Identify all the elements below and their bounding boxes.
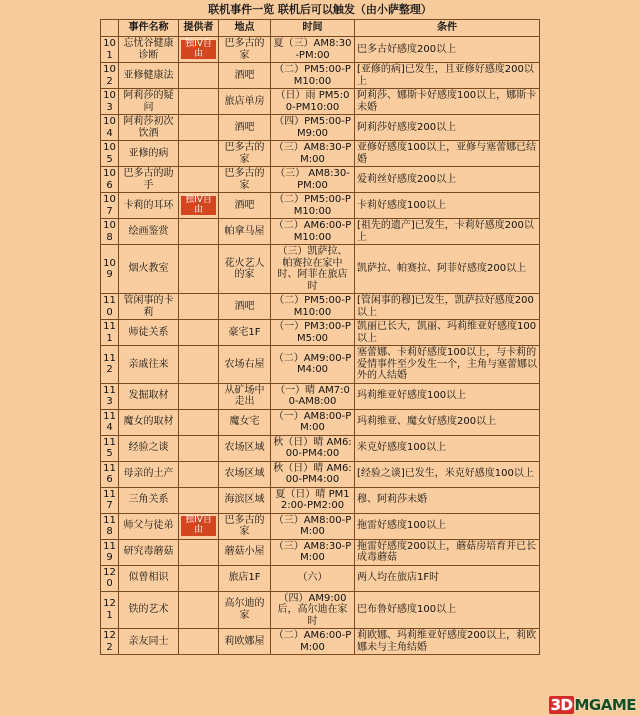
row-index: 102 xyxy=(101,63,119,89)
event-provider xyxy=(179,320,219,346)
event-place: 高尔迪的家 xyxy=(219,591,271,629)
event-place: 蘑菇小屋 xyxy=(219,539,271,565)
row-index: 116 xyxy=(101,461,119,487)
event-place: 旅店1F xyxy=(219,565,271,591)
event-condition: 两人均在旅店1F时 xyxy=(355,565,540,591)
event-time: （二）AM6:00-PM:00 xyxy=(271,629,355,655)
event-name: 似曾相识 xyxy=(119,565,179,591)
table-row xyxy=(101,513,540,539)
event-provider xyxy=(179,461,219,487)
table-row xyxy=(101,37,540,63)
event-name: 亚修健康法 xyxy=(119,63,179,89)
table-header-row xyxy=(101,20,540,37)
event-place: 豪宅1F xyxy=(219,320,271,346)
row-index: 120 xyxy=(101,565,119,591)
event-provider xyxy=(179,346,219,384)
event-condition: 凯萨拉、帕赛拉、阿菲好感度200以上 xyxy=(355,245,540,294)
row-index: 108 xyxy=(101,219,119,245)
table-row xyxy=(101,539,540,565)
event-place: 巴多古的家 xyxy=(219,167,271,193)
provider-badge: 独IV自由 xyxy=(181,40,216,60)
event-provider xyxy=(179,294,219,320)
event-time: （日）雨 PM5:00-PM10:00 xyxy=(271,89,355,115)
left-margin xyxy=(0,0,100,716)
event-condition: 巴布鲁好感度100以上 xyxy=(355,591,540,629)
event-name: 阿莉莎的疑问 xyxy=(119,89,179,115)
event-place: 农场区域 xyxy=(219,461,271,487)
event-provider xyxy=(179,37,219,63)
event-condition: 巴多古好感度200以上 xyxy=(355,37,540,63)
row-index: 119 xyxy=(101,539,119,565)
event-condition: 穆、阿莉莎未婚 xyxy=(355,487,540,513)
event-place: 农场右屋 xyxy=(219,346,271,384)
event-provider xyxy=(179,513,219,539)
event-name: 烟火教室 xyxy=(119,245,179,294)
watermark: 3D MGAME xyxy=(550,696,636,714)
table-row xyxy=(101,461,540,487)
event-place: 酒吧 xyxy=(219,63,271,89)
row-index: 115 xyxy=(101,435,119,461)
table-row xyxy=(101,167,540,193)
event-name: 绘画鉴赏 xyxy=(119,219,179,245)
event-provider xyxy=(179,383,219,409)
event-place: 莉欧娜屋 xyxy=(219,629,271,655)
header-condition: 条件 xyxy=(355,20,540,37)
header-index xyxy=(101,20,119,37)
row-index: 121 xyxy=(101,591,119,629)
event-time: （三）凯萨拉、帕赛拉在家中时、阿菲在旅店时 xyxy=(271,245,355,294)
event-provider xyxy=(179,89,219,115)
event-condition: 拖雷好感度200以上，蘑菇房培育并已长成毒蘑菇 xyxy=(355,539,540,565)
event-name: 卡莉的耳环 xyxy=(119,193,179,219)
event-time: 夏（三）AM8:30-PM:00 xyxy=(271,37,355,63)
event-name: 发掘取材 xyxy=(119,383,179,409)
event-name: 研究毒蘑菇 xyxy=(119,539,179,565)
event-time: （三）AM8:30-PM:00 xyxy=(271,539,355,565)
row-index: 104 xyxy=(101,115,119,141)
event-place: 巴多古的家 xyxy=(219,141,271,167)
row-index: 101 xyxy=(101,37,119,63)
event-condition: 塞蕾娜、卡莉好感度100以上，与卡莉的爱情事件至少发生一个，主角与塞蕾娜以外的人结婚 xyxy=(355,346,540,384)
table-row xyxy=(101,63,540,89)
table-row xyxy=(101,383,540,409)
event-name: 母亲的土产 xyxy=(119,461,179,487)
table-row xyxy=(101,346,540,384)
event-provider xyxy=(179,435,219,461)
row-index: 103 xyxy=(101,89,119,115)
event-place: 巴多古的家 xyxy=(219,513,271,539)
event-name: 管闲事的卡莉 xyxy=(119,294,179,320)
event-name: 师父与徒弟 xyxy=(119,513,179,539)
event-place: 巴多古的家 xyxy=(219,37,271,63)
provider-badge: 独IV自由 xyxy=(181,516,216,536)
table-row xyxy=(101,565,540,591)
table-row xyxy=(101,245,540,294)
event-provider xyxy=(179,245,219,294)
event-provider xyxy=(179,219,219,245)
event-provider xyxy=(179,193,219,219)
event-time: （一）PM3:00-PM5:00 xyxy=(271,320,355,346)
event-time: （三）AM8:00-PM:00 xyxy=(271,513,355,539)
event-time: （六） xyxy=(271,565,355,591)
row-index: 106 xyxy=(101,167,119,193)
event-condition: 亚修好感度100以上，亚修与塞蕾娜已结婚 xyxy=(355,141,540,167)
row-index: 112 xyxy=(101,346,119,384)
event-time: 秋（日）晴 AM6:00-PM4:00 xyxy=(271,461,355,487)
event-condition: 玛莉维亚好感度100以上 xyxy=(355,383,540,409)
event-place: 酒吧 xyxy=(219,294,271,320)
table-row xyxy=(101,591,540,629)
event-time: （三）AM8:30-PM:00 xyxy=(271,141,355,167)
header-time: 时间 xyxy=(271,20,355,37)
row-index: 107 xyxy=(101,193,119,219)
header-place: 地点 xyxy=(219,20,271,37)
event-time: （二）AM9:00-PM4:00 xyxy=(271,346,355,384)
row-index: 122 xyxy=(101,629,119,655)
event-provider xyxy=(179,115,219,141)
event-name: 师徒关系 xyxy=(119,320,179,346)
row-index: 114 xyxy=(101,409,119,435)
event-time: （三） AM8:30-PM:00 xyxy=(271,167,355,193)
provider-badge: 独IV自由 xyxy=(181,196,216,216)
table-row xyxy=(101,320,540,346)
table-body xyxy=(101,37,540,655)
event-condition: 阿莉莎好感度200以上 xyxy=(355,115,540,141)
event-name: 亲友同士 xyxy=(119,629,179,655)
event-name: 阿莉莎初次饮酒 xyxy=(119,115,179,141)
header-event-name: 事件名称 xyxy=(119,20,179,37)
event-time: （二）PM5:00-PM10:00 xyxy=(271,294,355,320)
event-time: （二）PM5:00-PM10:00 xyxy=(271,63,355,89)
event-place: 帕拿马屋 xyxy=(219,219,271,245)
event-name: 亲戚往来 xyxy=(119,346,179,384)
event-condition: 拖雷好感度100以上 xyxy=(355,513,540,539)
row-index: 109 xyxy=(101,245,119,294)
event-provider xyxy=(179,629,219,655)
table-row xyxy=(101,193,540,219)
event-provider xyxy=(179,63,219,89)
event-place: 从矿场中走出 xyxy=(219,383,271,409)
table-row xyxy=(101,89,540,115)
event-provider xyxy=(179,487,219,513)
event-time: （四）PM5:00-PM9:00 xyxy=(271,115,355,141)
event-place: 酒吧 xyxy=(219,193,271,219)
event-time: （二）AM6:00-PM10:00 xyxy=(271,219,355,245)
table-row xyxy=(101,409,540,435)
table-row xyxy=(101,487,540,513)
table-row xyxy=(101,629,540,655)
event-place: 农场区域 xyxy=(219,435,271,461)
event-time: （二）PM5:00-PM10:00 xyxy=(271,193,355,219)
event-provider xyxy=(179,167,219,193)
event-name: 三角关系 xyxy=(119,487,179,513)
table-row xyxy=(101,219,540,245)
event-condition: 米克好感度100以上 xyxy=(355,435,540,461)
event-time: 夏（日）晴 PM12:00-PM2:00 xyxy=(271,487,355,513)
event-condition: 卡莉好感度100以上 xyxy=(355,193,540,219)
event-place: 花火艺人的家 xyxy=(219,245,271,294)
table-row xyxy=(101,294,540,320)
row-index: 105 xyxy=(101,141,119,167)
event-name: 巴多古的助手 xyxy=(119,167,179,193)
table-row xyxy=(101,141,540,167)
row-index: 110 xyxy=(101,294,119,320)
event-place: 酒吧 xyxy=(219,115,271,141)
event-name: 经验之谈 xyxy=(119,435,179,461)
event-condition: [经验之谈]已发生，米克好感度100以上 xyxy=(355,461,540,487)
event-time: （四）AM9:00后，高尔迪在家时 xyxy=(271,591,355,629)
header-provider: 提供者 xyxy=(179,20,219,37)
event-name: 魔女的取材 xyxy=(119,409,179,435)
row-index: 111 xyxy=(101,320,119,346)
event-provider xyxy=(179,591,219,629)
event-condition: 玛莉维亚、魔女好感度200以上 xyxy=(355,409,540,435)
event-condition: 阿莉莎、娜斯卡好感度100以上，娜斯卡未婚 xyxy=(355,89,540,115)
event-time: （一）晴 AM7:00-AM8:00 xyxy=(271,383,355,409)
event-place: 魔女宅 xyxy=(219,409,271,435)
event-name: 亚修的病 xyxy=(119,141,179,167)
event-name: 铁的艺术 xyxy=(119,591,179,629)
event-provider xyxy=(179,141,219,167)
row-index: 117 xyxy=(101,487,119,513)
row-index: 118 xyxy=(101,513,119,539)
event-condition: 凯丽已长大，凯丽、玛莉维亚好感度100以上 xyxy=(355,320,540,346)
event-time: 秋（日）晴 AM6:00-PM4:00 xyxy=(271,435,355,461)
event-provider xyxy=(179,539,219,565)
event-condition: [祖先的遗产]已发生，卡莉好感度200以上 xyxy=(355,219,540,245)
event-table xyxy=(100,19,540,655)
row-index: 113 xyxy=(101,383,119,409)
event-place: 海滨区域 xyxy=(219,487,271,513)
event-sheet xyxy=(100,0,540,655)
event-time: （一）AM8:00-PM:00 xyxy=(271,409,355,435)
table-row xyxy=(101,435,540,461)
table-row xyxy=(101,115,540,141)
event-provider xyxy=(179,409,219,435)
page-title: 联机事件一览 联机后可以触发（由小萨整理） xyxy=(208,3,432,16)
event-condition: 莉欧娜、玛莉维亚好感度200以上，莉欧娜未与主角结婚 xyxy=(355,629,540,655)
event-condition: 爱莉丝好感度200以上 xyxy=(355,167,540,193)
event-place: 旅店单房 xyxy=(219,89,271,115)
event-condition: [亚修的病]已发生，且亚修好感度200以上 xyxy=(355,63,540,89)
event-provider xyxy=(179,565,219,591)
event-condition: [管闲事的穆]已发生，凯萨拉好感度200以上 xyxy=(355,294,540,320)
event-name: 忘忧谷健康诊断 xyxy=(119,37,179,63)
